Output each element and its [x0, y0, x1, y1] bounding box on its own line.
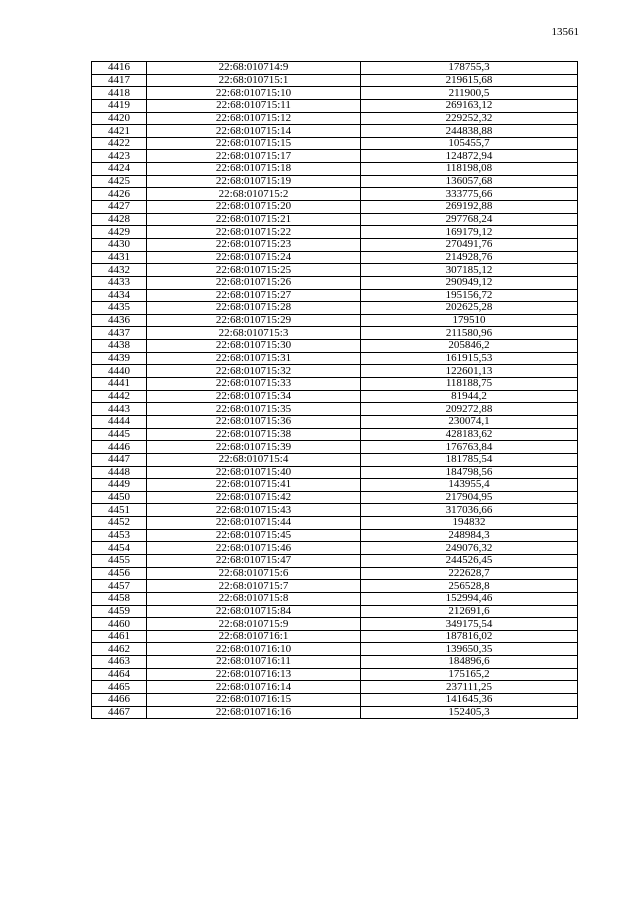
value-cell: 217904,95 [361, 491, 578, 504]
cadastral-number-cell: 22:68:010715:3 [147, 327, 361, 340]
table-row [92, 137, 578, 150]
value-cell: 248984,3 [361, 529, 578, 542]
cadastral-number-cell: 22:68:010715:10 [147, 87, 361, 100]
row-number-cell: 4437 [92, 327, 147, 340]
table-row [92, 390, 578, 403]
cadastral-number-cell: 22:68:010715:7 [147, 580, 361, 593]
table-row [92, 592, 578, 605]
table-row [92, 428, 578, 441]
table-row [92, 479, 578, 492]
value-cell: 211900,5 [361, 87, 578, 100]
row-number-cell: 4450 [92, 491, 147, 504]
table-row [92, 238, 578, 251]
table-row [92, 302, 578, 315]
table-row [92, 74, 578, 87]
value-cell: 118198,08 [361, 163, 578, 176]
cadastral-number-cell: 22:68:010715:43 [147, 504, 361, 517]
value-cell: 333775,66 [361, 188, 578, 201]
page-number: 13561 [551, 26, 579, 38]
table-row [92, 706, 578, 719]
row-number-cell: 4434 [92, 289, 147, 302]
table-row [92, 125, 578, 138]
row-number-cell: 4427 [92, 201, 147, 214]
row-number-cell: 4440 [92, 365, 147, 378]
value-cell: 202625,28 [361, 302, 578, 315]
value-cell: 212691,6 [361, 605, 578, 618]
table-row [92, 175, 578, 188]
cadastral-number-cell: 22:68:010715:4 [147, 453, 361, 466]
table-row [92, 694, 578, 707]
value-cell: 244526,45 [361, 554, 578, 567]
value-cell: 229252,32 [361, 112, 578, 125]
row-number-cell: 4442 [92, 390, 147, 403]
table-row [92, 365, 578, 378]
value-cell: 122601,13 [361, 365, 578, 378]
row-number-cell: 4421 [92, 125, 147, 138]
table-row [92, 251, 578, 264]
row-number-cell: 4452 [92, 517, 147, 530]
row-number-cell: 4445 [92, 428, 147, 441]
cadastral-number-cell: 22:68:010715:45 [147, 529, 361, 542]
cadastral-number-cell: 22:68:010715:35 [147, 403, 361, 416]
value-cell: 184896,6 [361, 656, 578, 669]
table-row [92, 403, 578, 416]
cadastral-number-cell: 22:68:010715:26 [147, 276, 361, 289]
table-row [92, 605, 578, 618]
table-row [92, 441, 578, 454]
row-number-cell: 4438 [92, 340, 147, 353]
value-cell: 105455,7 [361, 137, 578, 150]
cadastral-number-cell: 22:68:010715:40 [147, 466, 361, 479]
cadastral-number-cell: 22:68:010715:9 [147, 618, 361, 631]
value-cell: 184798,56 [361, 466, 578, 479]
cadastral-number-cell: 22:68:010715:41 [147, 479, 361, 492]
table-row [92, 504, 578, 517]
value-cell: 237111,25 [361, 681, 578, 694]
value-cell: 205846,2 [361, 340, 578, 353]
value-cell: 307185,12 [361, 264, 578, 277]
table-row [92, 618, 578, 631]
value-cell: 194832 [361, 517, 578, 530]
cadastral-table [91, 61, 578, 719]
row-number-cell: 4436 [92, 314, 147, 327]
value-cell: 152405,3 [361, 706, 578, 719]
cadastral-number-cell: 22:68:010715:15 [147, 137, 361, 150]
cadastral-number-cell: 22:68:010715:42 [147, 491, 361, 504]
row-number-cell: 4464 [92, 668, 147, 681]
value-cell: 317036,66 [361, 504, 578, 517]
cadastral-number-cell: 22:68:010715:17 [147, 150, 361, 163]
row-number-cell: 4425 [92, 175, 147, 188]
value-cell: 269163,12 [361, 99, 578, 112]
row-number-cell: 4443 [92, 403, 147, 416]
row-number-cell: 4423 [92, 150, 147, 163]
table-row [92, 656, 578, 669]
value-cell: 249076,32 [361, 542, 578, 555]
cadastral-number-cell: 22:68:010715:44 [147, 517, 361, 530]
value-cell: 81944,2 [361, 390, 578, 403]
cadastral-number-cell: 22:68:010715:8 [147, 592, 361, 605]
cadastral-number-cell: 22:68:010715:25 [147, 264, 361, 277]
cadastral-number-cell: 22:68:010716:11 [147, 656, 361, 669]
cadastral-number-cell: 22:68:010715:27 [147, 289, 361, 302]
cadastral-number-cell: 22:68:010715:20 [147, 201, 361, 214]
table-row [92, 668, 578, 681]
table-row [92, 201, 578, 214]
cadastral-number-cell: 22:68:010716:13 [147, 668, 361, 681]
table-row [92, 112, 578, 125]
table-row [92, 62, 578, 75]
value-cell: 179510 [361, 314, 578, 327]
value-cell: 349175,54 [361, 618, 578, 631]
table-row [92, 340, 578, 353]
cadastral-number-cell: 22:68:010715:31 [147, 352, 361, 365]
table-row [92, 226, 578, 239]
table-row [92, 491, 578, 504]
value-cell: 214928,76 [361, 251, 578, 264]
row-number-cell: 4429 [92, 226, 147, 239]
value-cell: 152994,46 [361, 592, 578, 605]
table-row [92, 630, 578, 643]
table-row [92, 352, 578, 365]
cadastral-number-cell: 22:68:010715:21 [147, 213, 361, 226]
value-cell: 269192,88 [361, 201, 578, 214]
table-body [92, 62, 578, 719]
value-cell: 222628,7 [361, 567, 578, 580]
row-number-cell: 4456 [92, 567, 147, 580]
value-cell: 297768,24 [361, 213, 578, 226]
cadastral-number-cell: 22:68:010715:47 [147, 554, 361, 567]
value-cell: 139650,35 [361, 643, 578, 656]
row-number-cell: 4447 [92, 453, 147, 466]
cadastral-number-cell: 22:68:010715:46 [147, 542, 361, 555]
value-cell: 176763,84 [361, 441, 578, 454]
row-number-cell: 4449 [92, 479, 147, 492]
table-row [92, 554, 578, 567]
row-number-cell: 4433 [92, 276, 147, 289]
row-number-cell: 4461 [92, 630, 147, 643]
cadastral-number-cell: 22:68:010716:16 [147, 706, 361, 719]
row-number-cell: 4448 [92, 466, 147, 479]
value-cell: 143955,4 [361, 479, 578, 492]
row-number-cell: 4457 [92, 580, 147, 593]
row-number-cell: 4460 [92, 618, 147, 631]
cadastral-number-cell: 22:68:010715:23 [147, 238, 361, 251]
row-number-cell: 4453 [92, 529, 147, 542]
cadastral-number-cell: 22:68:010715:36 [147, 415, 361, 428]
row-number-cell: 4455 [92, 554, 147, 567]
value-cell: 175165,2 [361, 668, 578, 681]
table-row [92, 150, 578, 163]
cadastral-number-cell: 22:68:010715:14 [147, 125, 361, 138]
row-number-cell: 4424 [92, 163, 147, 176]
value-cell: 290949,12 [361, 276, 578, 289]
cadastral-number-cell: 22:68:010716:10 [147, 643, 361, 656]
value-cell: 118188,75 [361, 378, 578, 391]
cadastral-number-cell: 22:68:010715:18 [147, 163, 361, 176]
row-number-cell: 4431 [92, 251, 147, 264]
value-cell: 124872,94 [361, 150, 578, 163]
row-number-cell: 4416 [92, 62, 147, 75]
table-row [92, 466, 578, 479]
value-cell: 195156,72 [361, 289, 578, 302]
value-cell: 141645,36 [361, 694, 578, 707]
row-number-cell: 4463 [92, 656, 147, 669]
table-row [92, 542, 578, 555]
table-row [92, 213, 578, 226]
row-number-cell: 4462 [92, 643, 147, 656]
cadastral-number-cell: 22:68:010716:14 [147, 681, 361, 694]
row-number-cell: 4426 [92, 188, 147, 201]
row-number-cell: 4441 [92, 378, 147, 391]
value-cell: 169179,12 [361, 226, 578, 239]
table-row [92, 681, 578, 694]
cadastral-number-cell: 22:68:010715:1 [147, 74, 361, 87]
table-row [92, 163, 578, 176]
table-row [92, 517, 578, 530]
table-row [92, 314, 578, 327]
cadastral-number-cell: 22:68:010715:39 [147, 441, 361, 454]
row-number-cell: 4458 [92, 592, 147, 605]
row-number-cell: 4466 [92, 694, 147, 707]
row-number-cell: 4446 [92, 441, 147, 454]
table-row [92, 276, 578, 289]
row-number-cell: 4467 [92, 706, 147, 719]
row-number-cell: 4435 [92, 302, 147, 315]
cadastral-number-cell: 22:68:010715:11 [147, 99, 361, 112]
table-row [92, 643, 578, 656]
cadastral-number-cell: 22:68:010716:1 [147, 630, 361, 643]
row-number-cell: 4444 [92, 415, 147, 428]
row-number-cell: 4420 [92, 112, 147, 125]
value-cell: 428183,62 [361, 428, 578, 441]
row-number-cell: 4430 [92, 238, 147, 251]
row-number-cell: 4419 [92, 99, 147, 112]
cadastral-number-cell: 22:68:010715:38 [147, 428, 361, 441]
table-row [92, 87, 578, 100]
cadastral-number-cell: 22:68:010715:12 [147, 112, 361, 125]
row-number-cell: 4459 [92, 605, 147, 618]
cadastral-number-cell: 22:68:010715:2 [147, 188, 361, 201]
table-row [92, 567, 578, 580]
table-row [92, 327, 578, 340]
row-number-cell: 4451 [92, 504, 147, 517]
value-cell: 181785,54 [361, 453, 578, 466]
value-cell: 211580,96 [361, 327, 578, 340]
cadastral-number-cell: 22:68:010715:30 [147, 340, 361, 353]
value-cell: 219615,68 [361, 74, 578, 87]
row-number-cell: 4454 [92, 542, 147, 555]
value-cell: 209272,88 [361, 403, 578, 416]
value-cell: 178755,3 [361, 62, 578, 75]
row-number-cell: 4418 [92, 87, 147, 100]
table-row [92, 264, 578, 277]
value-cell: 270491,76 [361, 238, 578, 251]
cadastral-number-cell: 22:68:010715:84 [147, 605, 361, 618]
cadastral-number-cell: 22:68:010715:29 [147, 314, 361, 327]
cadastral-number-cell: 22:68:010715:33 [147, 378, 361, 391]
value-cell: 187816,02 [361, 630, 578, 643]
cadastral-number-cell: 22:68:010715:19 [147, 175, 361, 188]
row-number-cell: 4439 [92, 352, 147, 365]
cadastral-number-cell: 22:68:010716:15 [147, 694, 361, 707]
table-row [92, 289, 578, 302]
value-cell: 256528,8 [361, 580, 578, 593]
cadastral-number-cell: 22:68:010715:22 [147, 226, 361, 239]
table-row [92, 453, 578, 466]
table-row [92, 378, 578, 391]
table-row [92, 580, 578, 593]
table-row [92, 415, 578, 428]
row-number-cell: 4422 [92, 137, 147, 150]
cadastral-number-cell: 22:68:010715:6 [147, 567, 361, 580]
row-number-cell: 4465 [92, 681, 147, 694]
value-cell: 161915,53 [361, 352, 578, 365]
cadastral-number-cell: 22:68:010715:32 [147, 365, 361, 378]
cadastral-number-cell: 22:68:010715:24 [147, 251, 361, 264]
value-cell: 244838,88 [361, 125, 578, 138]
value-cell: 230074,1 [361, 415, 578, 428]
value-cell: 136057,68 [361, 175, 578, 188]
cadastral-number-cell: 22:68:010715:34 [147, 390, 361, 403]
table-row [92, 99, 578, 112]
cadastral-number-cell: 22:68:010714:9 [147, 62, 361, 75]
table-row [92, 188, 578, 201]
table-row [92, 529, 578, 542]
row-number-cell: 4432 [92, 264, 147, 277]
row-number-cell: 4428 [92, 213, 147, 226]
row-number-cell: 4417 [92, 74, 147, 87]
cadastral-number-cell: 22:68:010715:28 [147, 302, 361, 315]
